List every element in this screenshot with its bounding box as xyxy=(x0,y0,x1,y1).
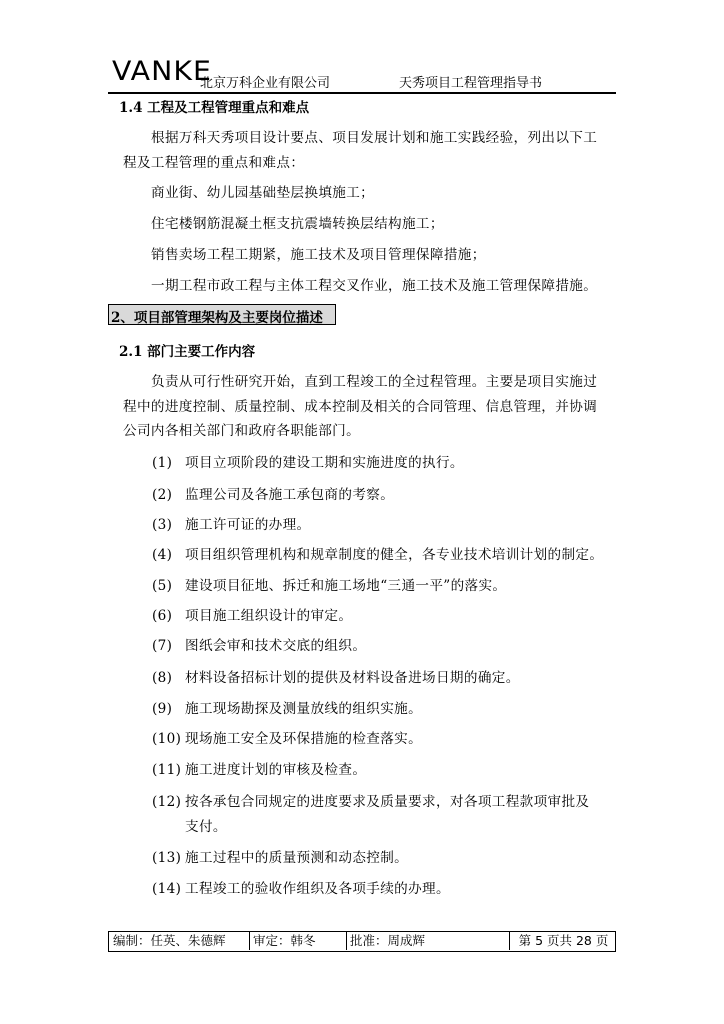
company-name: 北京万科企业有限公司 xyxy=(200,76,331,91)
approved-by-cell xyxy=(346,932,510,950)
heading-2: 2、项目部管理架构及主要岗位描述 xyxy=(111,310,323,326)
list-item xyxy=(152,758,366,778)
list-item-number: (4) xyxy=(152,547,173,563)
list-item xyxy=(152,790,589,810)
list-item-number: (13) xyxy=(152,850,182,866)
vanke-logo: VANKE xyxy=(112,56,212,87)
list-item-text: 监理公司及各施工承包商的考察。 xyxy=(185,487,395,503)
list-item xyxy=(152,846,408,866)
manual-title: 天秀项目工程管理指导书 xyxy=(399,76,543,91)
reviewed-by: 审定：韩冬 xyxy=(253,933,316,948)
list-item-text: 项目组织管理机构和规章制度的健全，各专业技术培训计划的制定。 xyxy=(185,547,604,563)
list-item-text: 按各承包合同规定的进度要求及质量要求，对各项工程款项审批及 xyxy=(185,794,590,810)
list-item: 销售卖场工程工期紧，施工技术及项目管理保障措施； xyxy=(151,247,486,263)
list-item-text: 现场施工安全及环保措施的检查落实。 xyxy=(185,731,423,747)
list-item-number: (5) xyxy=(152,578,173,594)
list-item-number: (9) xyxy=(152,701,173,717)
list-item-number: (6) xyxy=(152,608,173,624)
prepared-by: 编制：任英、朱德辉 xyxy=(113,933,226,948)
list-item-text: 建设项目征地、拆迁和施工场地“三通一平”的落实。 xyxy=(185,578,507,594)
list-item-text: 施工进度计划的审核及检查。 xyxy=(185,762,367,778)
list-item-text: 施工过程中的质量预测和动态控制。 xyxy=(185,850,409,866)
list-item xyxy=(152,451,464,471)
paragraph-line: 负责从可行性研究开始，直到工程竣工的全过程管理。主要是项目实施过 xyxy=(151,374,598,390)
list-item xyxy=(152,666,520,686)
list-item xyxy=(152,634,366,654)
list-item-number: (8) xyxy=(152,670,173,686)
list-item xyxy=(152,604,352,624)
paragraph-line: 根据万科天秀项目设计要点、项目发展计划和施工实践经验，列出以下工 xyxy=(151,130,598,146)
paragraph-line: 程中的进度控制、质量控制、成本控制及相关的合同管理、信息管理，并协调 xyxy=(123,399,598,415)
header-rule xyxy=(108,92,616,94)
list-item: 住宅楼钢筋混凝土框支抗震墙转换层结构施工； xyxy=(151,216,444,232)
section-2-heading-box xyxy=(108,304,336,325)
list-item-number: (7) xyxy=(152,638,173,654)
approval-footer xyxy=(108,931,616,952)
list-item xyxy=(152,513,311,533)
paragraph-line: 程及工程管理的重点和难点： xyxy=(123,155,305,171)
list-item-text: 图纸会审和技术交底的组织。 xyxy=(185,638,367,654)
list-item xyxy=(152,727,422,747)
page-number: 第 5 页共 28 页 xyxy=(518,933,609,948)
prepared-by-cell xyxy=(109,932,250,950)
list-item xyxy=(152,877,450,897)
list-item-text: 施工许可证的办理。 xyxy=(185,517,311,533)
list-item-text: 工程竣工的验收作组织及各项手续的办理。 xyxy=(185,881,450,897)
approved-by: 批准：周成辉 xyxy=(350,933,426,948)
list-item-number: (3) xyxy=(152,517,173,533)
paragraph-line: 公司内各相关部门和政府各职能部门。 xyxy=(123,423,361,439)
list-item-text: 材料设备招标计划的提供及材料设备进场日期的确定。 xyxy=(185,670,520,686)
list-item-number: (1) xyxy=(152,455,173,471)
list-item-number: (10) xyxy=(152,731,182,747)
page-header xyxy=(108,56,616,92)
list-item-text: 项目施工组织设计的审定。 xyxy=(185,608,353,624)
list-item xyxy=(152,574,506,594)
heading-2-1: 2.1 部门主要工作内容 xyxy=(119,344,256,360)
list-item xyxy=(152,815,227,835)
list-item: 一期工程市政工程与主体工程交叉作业，施工技术及施工管理保障措施。 xyxy=(151,278,598,294)
list-item-text: 项目立项阶段的建设工期和实施进度的执行。 xyxy=(185,455,464,471)
page-number-cell xyxy=(509,932,614,950)
list-item-number: (2) xyxy=(152,487,173,503)
list-item xyxy=(152,697,422,717)
list-item-number: (14) xyxy=(152,881,182,897)
list-item-text: 施工现场勘探及测量放线的组织实施。 xyxy=(185,701,423,717)
list-item xyxy=(152,483,394,503)
list-item: 商业街、幼儿园基础垫层换填施工； xyxy=(151,185,375,201)
reviewed-by-cell xyxy=(249,932,347,950)
list-item-number: (11) xyxy=(152,762,182,778)
heading-1-4: 1.4 工程及工程管理重点和难点 xyxy=(119,100,310,116)
list-item-number: (12) xyxy=(152,794,182,810)
list-item xyxy=(152,543,603,563)
list-item-text: 支付。 xyxy=(185,819,227,835)
